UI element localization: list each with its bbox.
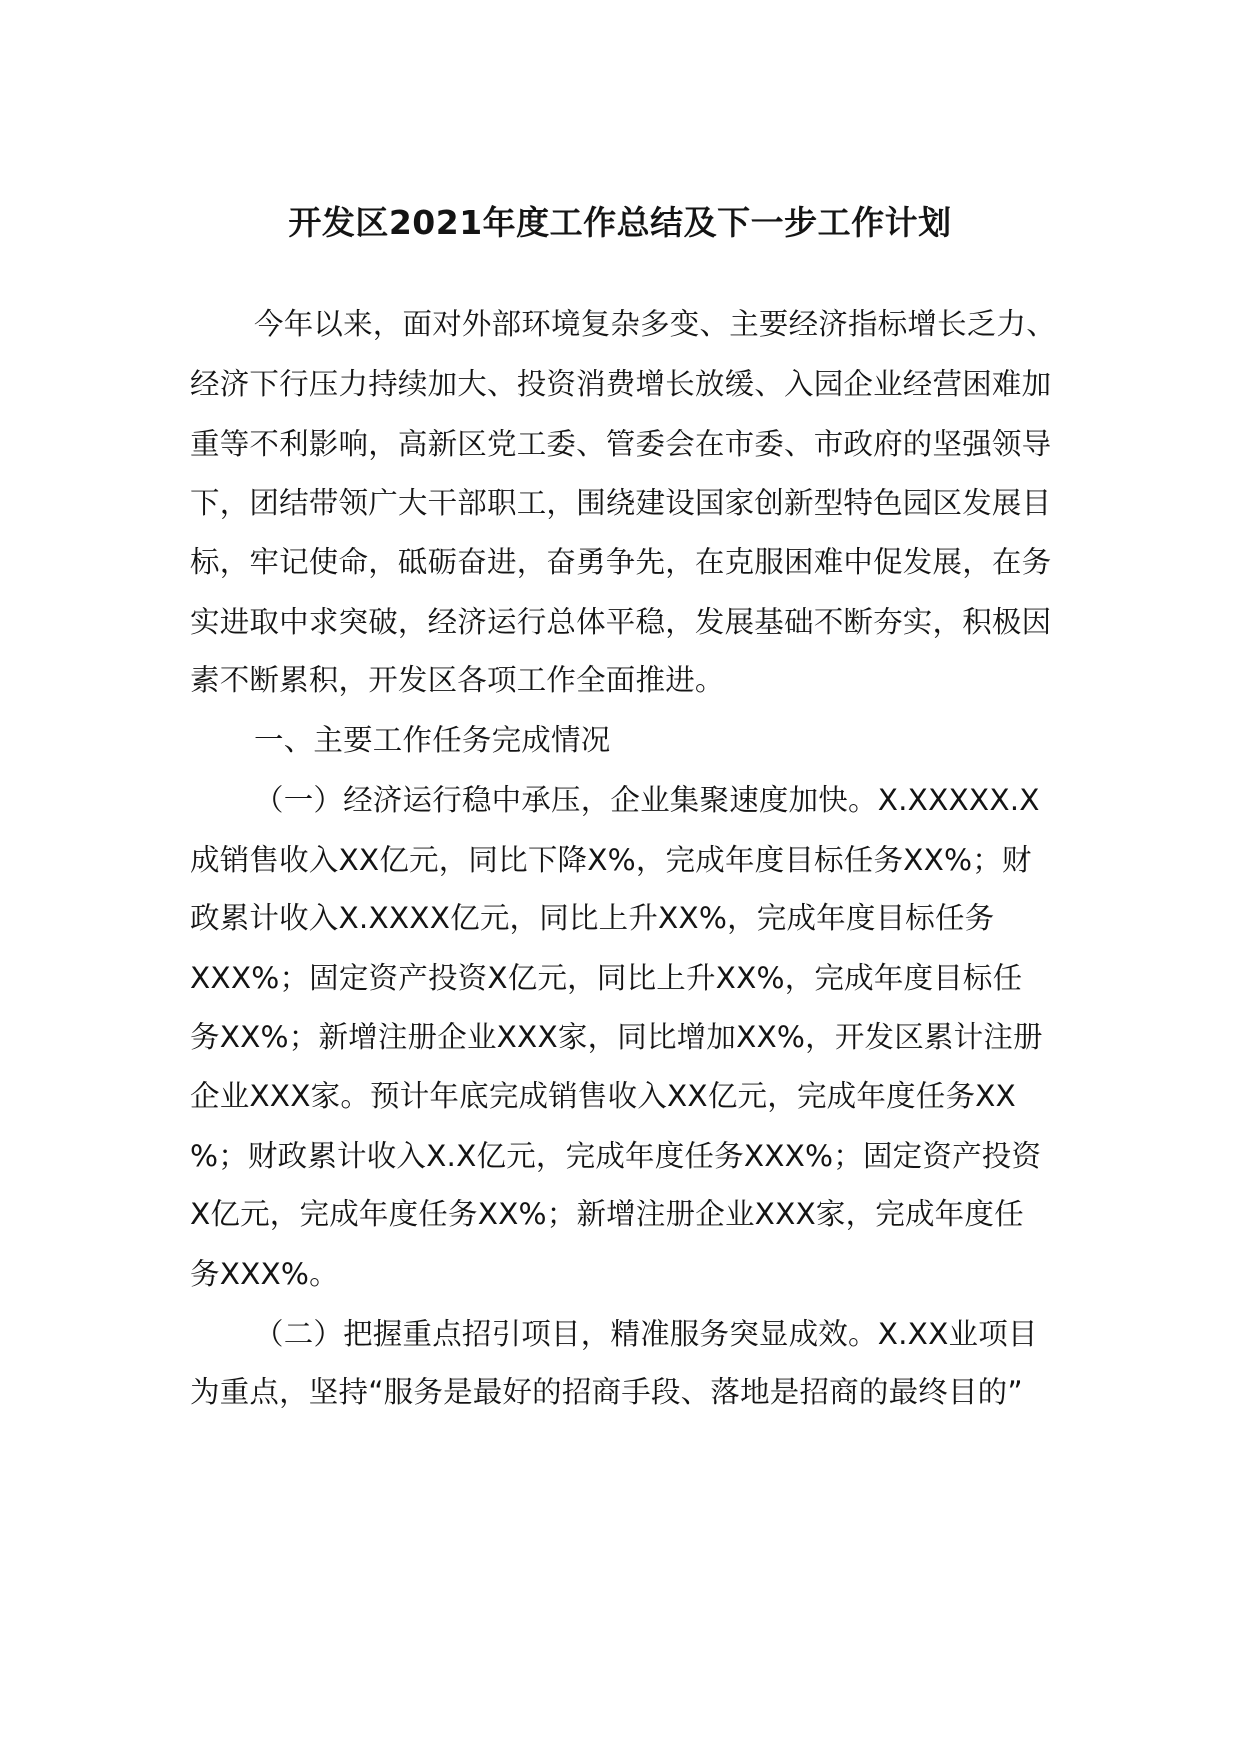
paragraph-line: 实进取中求突破，经济运行总体平稳，发展基础不断夯实，积极因 (190, 605, 1052, 639)
paragraph-line: （一）经济运行稳中承压，企业集聚速度加快。X.XXXXX.X (254, 783, 1040, 817)
paragraph-line: 为重点，坚持“服务是最好的招商手段、落地是招商的最终目的” (190, 1375, 1023, 1409)
paragraph-line: XXX%；固定资产投资X亿元，同比上升XX%，完成年度目标任 (190, 961, 1023, 995)
paragraph-line: 重等不利影响，高新区党工委、管委会在市委、市政府的坚强领导 (190, 427, 1052, 461)
paragraph-line: 务XX%；新增注册企业XXX家，同比增加XX%，开发区累计注册 (190, 1020, 1043, 1054)
paragraph-line: （二）把握重点招引项目，精准服务突显成效。X.XX业项目 (254, 1317, 1038, 1351)
paragraph-line: 今年以来，面对外部环境复杂多变、主要经济指标增长乏力、 (254, 307, 1056, 341)
paragraph-line: X亿元，完成年度任务XX%；新增注册企业XXX家，完成年度任 (190, 1197, 1024, 1231)
paragraph-line: 经济下行压力持续加大、投资消费增长放缓、入园企业经营困难加 (190, 367, 1052, 401)
paragraph-line: 政累计收入X.XXXX亿元，同比上升XX%，完成年度目标任务 (190, 901, 995, 935)
document-title: 开发区2021年度工作总结及下一步工作计划 (288, 203, 952, 242)
section-heading: 一、主要工作任务完成情况 (254, 723, 611, 757)
paragraph-line: 下，团结带领广大干部职工，围绕建设国家创新型特色园区发展目 (190, 486, 1052, 520)
paragraph-line: 企业XXX家。预计年底完成销售收入XX亿元，完成年度任务XX (190, 1079, 1016, 1113)
paragraph-line: %；财政累计收入X.X亿元，完成年度任务XXX%；固定资产投资 (190, 1139, 1042, 1173)
paragraph-line: 素不断累积，开发区各项工作全面推进。 (190, 663, 725, 697)
paragraph-line: 务XXX%。 (190, 1257, 339, 1291)
paragraph-line: 成销售收入XX亿元，同比下降X%，完成年度目标任务XX%；财 (190, 843, 1032, 877)
paragraph-line: 标，牢记使命，砥砺奋进，奋勇争先，在克服困难中促发展，在务 (190, 545, 1052, 579)
